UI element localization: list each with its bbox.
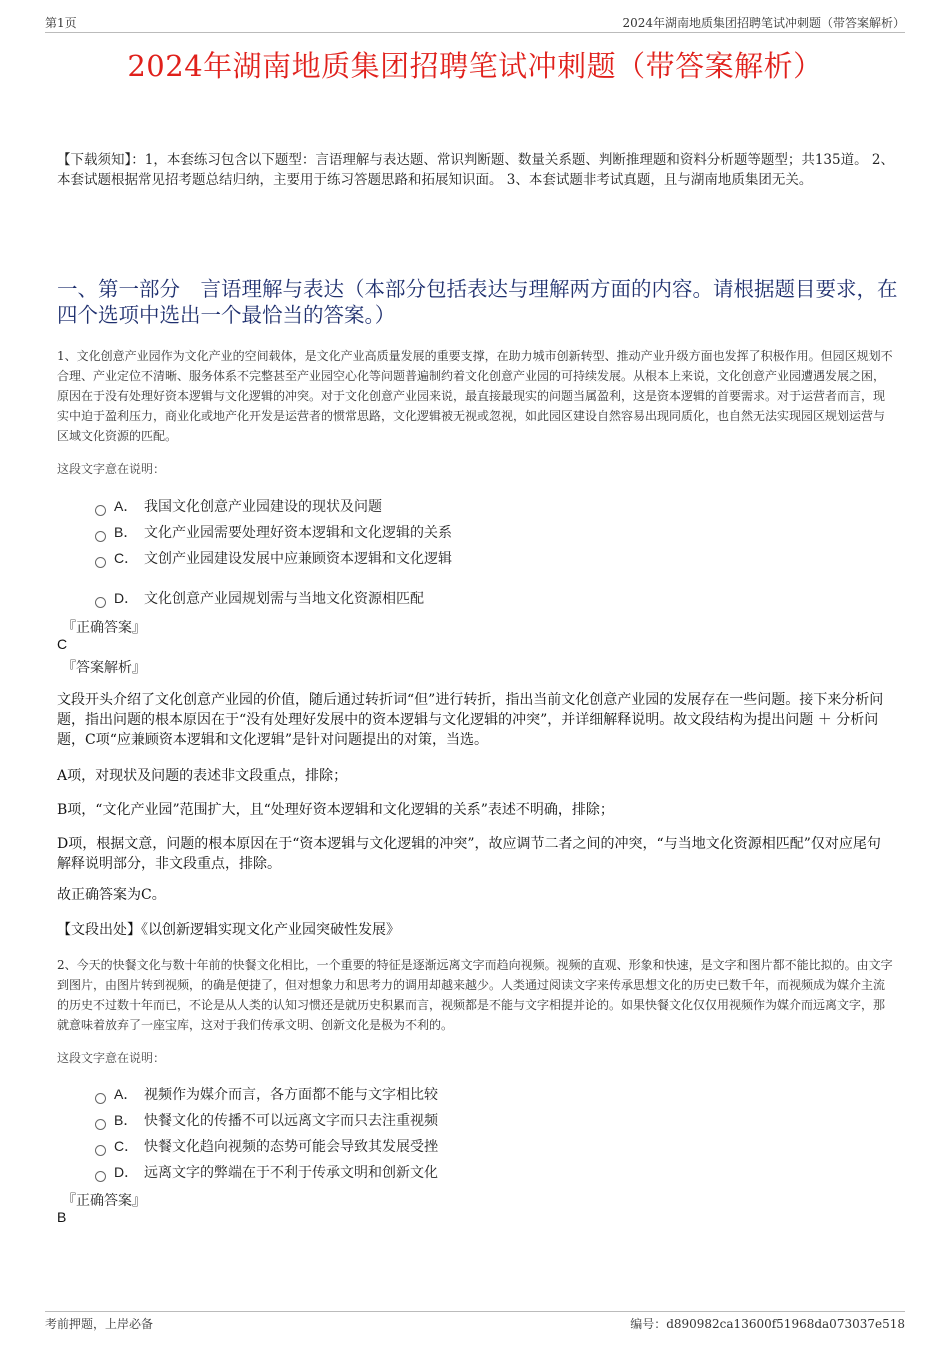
question-1-conclusion: 故正确答案为C。: [57, 887, 166, 903]
question-2-answer: B: [57, 1209, 67, 1225]
header-divider: [45, 32, 905, 33]
question-2-answer-label: 『正确答案』: [62, 1193, 146, 1209]
radio-icon[interactable]: [95, 597, 106, 608]
footer-divider: [45, 1311, 905, 1312]
question-1-analysis-label: 『答案解析』: [62, 660, 146, 676]
header-doc-title: 2024年湖南地质集团招聘笔试冲刺题（带答案解析）: [622, 16, 905, 30]
question-1-answer: C: [57, 636, 68, 652]
question-2-option-a[interactable]: A． 视频作为媒介而言，各方面都不能与文字相比较: [95, 1083, 438, 1105]
question-2-option-b[interactable]: B． 快餐文化的传播不可以远离文字而只去注重视频: [95, 1109, 438, 1131]
page-title: 2024年湖南地质集团招聘笔试冲刺题（带答案解析）: [127, 49, 823, 83]
question-1-option-d[interactable]: D． 文化创意产业园规划需与当地文化资源相匹配: [95, 587, 424, 609]
radio-icon[interactable]: [95, 557, 106, 568]
radio-icon[interactable]: [95, 1119, 106, 1130]
question-1-answer-label: 『正确答案』: [62, 620, 146, 636]
question-2-option-d[interactable]: D． 远离文字的弊端在于不利于传承文明和创新文化: [95, 1161, 438, 1183]
question-1-analysis-d: D项，根据文意，问题的根本原因在于“资本逻辑与文化逻辑的冲突”，故应调节二者之间的冲突，“与当地文化资源相匹配”仅对应尾句解释说明部分，非文段重点，排除。: [57, 836, 881, 872]
question-1-source: 【文段出处】《以创新逻辑实现文化产业园突破性发展》: [57, 922, 400, 938]
question-1-analysis-main: 文段开头介绍了文化创意产业园的价值，随后通过转折词“但”进行转折，指出当前文化创意产业园的发展存在一些问题。接下来分析问题，指出问题的根本原因在于“没有处理好发展中的资本逻辑与文化逻辑的冲突”，并详细解释说明。故文段结构为提出问题 ＋ 分析问题，C项“应兼顾资本逻辑和文化逻辑”是针对问题提出的对策，当选。: [57, 692, 884, 748]
radio-icon[interactable]: [95, 1093, 106, 1104]
question-1-analysis-b: B项，“文化产业园”范围扩大，且“处理好资本逻辑和文化逻辑的关系”表述不明确，排除；: [57, 802, 614, 818]
question-1-option-c[interactable]: C． 文创产业园建设发展中应兼顾资本逻辑和文化逻辑: [95, 547, 452, 569]
radio-icon[interactable]: [95, 1145, 106, 1156]
question-1-option-a[interactable]: A． 我国文化创意产业园建设的现状及问题: [95, 495, 382, 517]
question-1-option-b[interactable]: B． 文化产业园需要处理好资本逻辑和文化逻辑的关系: [95, 521, 452, 543]
footer-slogan: 考前押题，上岸必备: [45, 1317, 154, 1331]
radio-icon[interactable]: [95, 1171, 106, 1182]
question-1-prompt: 这段文字意在说明：: [57, 462, 166, 476]
page-number: 第1页: [45, 16, 77, 30]
download-notice: 【下载须知】：1，本套练习包含以下题型：言语理解与表达题、常识判断题、数量关系题、判断推理题和资料分析题等题型；共135道。 2、本套试题根据常见招考题总结归纳，主要用于练习答题思路和拓展知识面。 3、本套试题非考试真题，且与湖南地质集团无关。: [57, 152, 894, 188]
question-1-analysis-a: A项，对现状及问题的表述非文段重点，排除；: [57, 768, 348, 784]
radio-icon[interactable]: [95, 505, 106, 516]
footer-doc-id: 编号：d890982ca13600f51968da073037e518: [630, 1317, 905, 1331]
question-1-text: 1、文化创意产业园作为文化产业的空间载体，是文化产业高质量发展的重要支撑，在助力城市创新转型、推动产业升级方面也发挥了积极作用。但园区规划不合理、产业定位不清晰、服务体系不完整甚至产业园空心化等问题普遍制约着文化创意产业园的可持续发展。从根本上来说，文化创意产业园遭遇发展之困，原因在于没有处理好资本逻辑与文化逻辑的冲突。对于文化创意产业园来说，最直接最现实的问题当属盈利，这是资本逻辑的首要需求。对于运营者而言，现实中迫于盈利压力，商业化或地产化开发是运营者的惯常思路，文化逻辑被无视或忽视，如此园区建设自然容易出现同质化，也自然无法实现园区规划运营与区域文化资源的匹配。: [57, 349, 893, 443]
section-heading: 一、第一部分 言语理解与表达（本部分包括表达与理解两方面的内容。请根据题目要求，在四个选项中选出一个最恰当的答案。）: [57, 277, 898, 327]
question-2-option-c[interactable]: C． 快餐文化趋向视频的态势可能会导致其发展受挫: [95, 1135, 438, 1157]
question-2-prompt: 这段文字意在说明：: [57, 1051, 166, 1065]
radio-icon[interactable]: [95, 531, 106, 542]
question-2-text: 2、今天的快餐文化与数十年前的快餐文化相比，一个重要的特征是逐渐远离文字而趋向视频。视频的直观、形象和快速，是文字和图片都不能比拟的。由文字到图片，由图片转到视频，的确是便捷了，但对想象力和思考力的调用却越来越少。人类通过阅读文字来传承思想文化的历史已数千年，而视频成为媒介主流的历史不过数十年而已，不论是从人类的认知习惯还是就历史积累而言，视频都是不能与文字相提并论的。如果快餐文化仅仅用视频作为媒介而远离文字，那就意味着放弃了一座宝库，这对于我们传承文明、创新文化是极为不利的。: [57, 958, 893, 1032]
